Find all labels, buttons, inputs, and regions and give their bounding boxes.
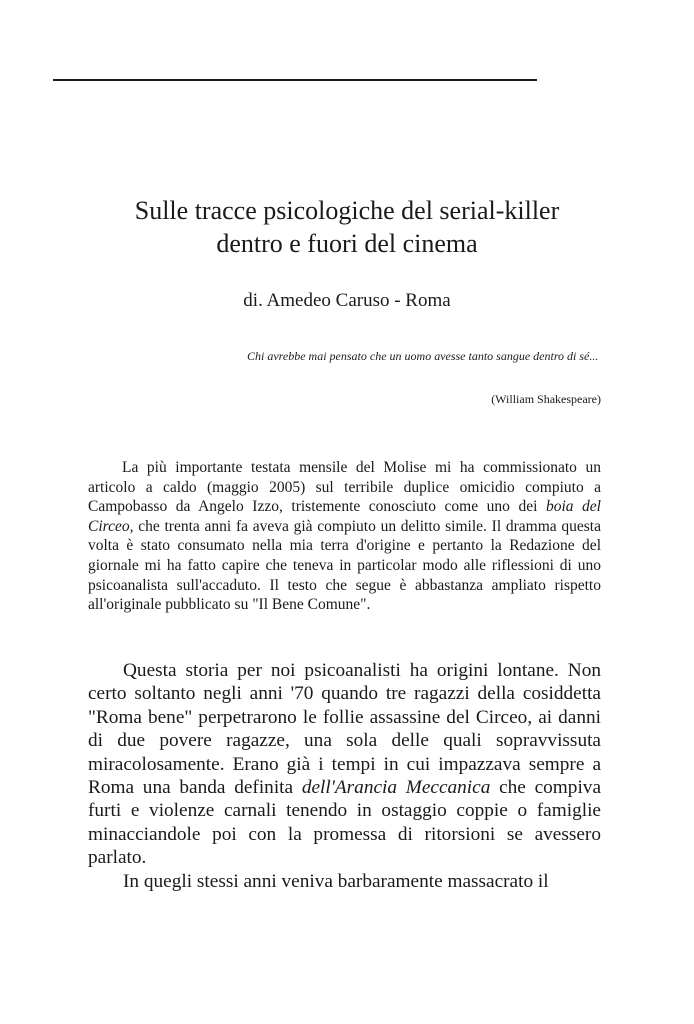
body-p2-text: In quegli stessi anni veniva barbaramente massacrato il	[123, 870, 549, 892]
intro-text-2: che trenta anni fa aveva già compiuto un delitto simile. Il dramma questa volta è stato consumato nella mia terra d'origine e pertanto la Redazione del giornale mi ha fatto capire che teneva in particolar modo alle riflessioni di uno psicoanalista sull'accaduto. Il testo che segue è abbastanza ampliato rispetto all'originale pubblicato su "Il Bene Comune".	[88, 517, 601, 614]
body-p1-italic-text: dell'Arancia Meccanica	[301, 777, 491, 799]
intro-text-1: La più importante testata mensile del Molise mi ha commissionato un articolo a caldo (maggio 2005) sul terribile duplice omicidio compiuto a Campobasso da Angelo Izzo, tristemente conosciuto come uno dei	[88, 459, 601, 516]
title-line-2: dentro e fuori del cinema	[216, 229, 478, 258]
article-body	[88, 659, 601, 893]
title-line-1: Sulle tracce psicologiche del serial-killer	[134, 196, 560, 225]
intro-paragraph	[88, 458, 601, 615]
body-p1-text-1: Questa storia per noi psicoanalisti ha origini lontane. Non certo soltanto negli anni '70 quando tre ragazzi della cosiddetta "Roma bene" perpetrarono le follie assassine del Circeo, ai danni di due povere ragazze, una sola delle quali sopravvissuta miracolosamente. Erano già i tempi in cui impazzava sempre a Roma una banda definita	[88, 660, 601, 799]
article-title	[0, 194, 694, 260]
intro-italic-text: boia del Circeo,	[88, 498, 601, 535]
body-p1-text-2: che compiva furti e violenze carnali tenendo in ostaggio coppie o famiglie minacciandole poi con la promessa di ritorsioni se avessero parlato.	[88, 777, 602, 869]
body-paragraph-2	[88, 870, 601, 893]
author-byline: di. Amedeo Caruso - Roma	[243, 290, 451, 311]
epigraph-attribution: (William Shakespeare)	[491, 392, 601, 406]
body-paragraph-1	[88, 659, 601, 870]
epigraph-quote: Chi avrebbe mai pensato che un uomo avesse tanto sangue dentro di sé...	[247, 349, 599, 363]
header-rule	[53, 79, 537, 81]
